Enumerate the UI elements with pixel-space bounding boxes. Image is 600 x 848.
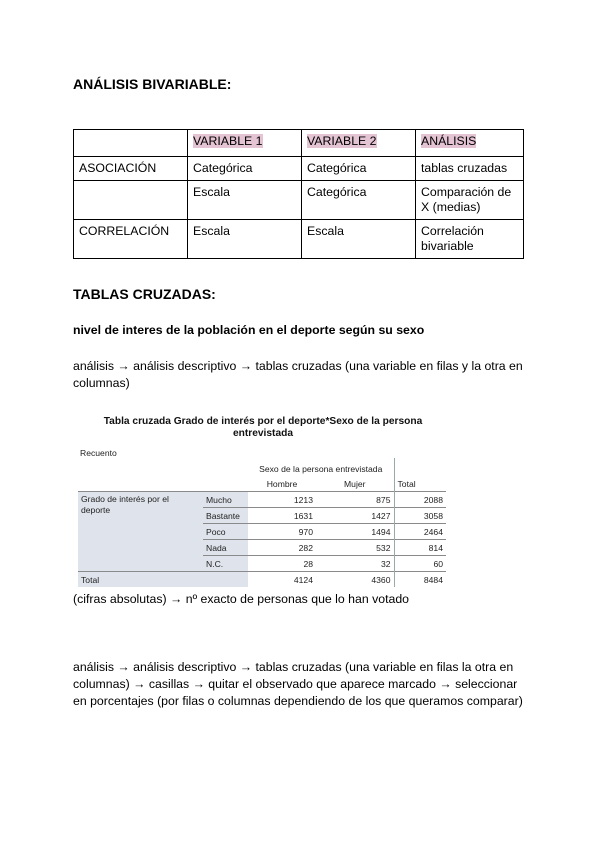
paragraph-1: análisis → análisis descriptivo → tablas cruzadas (una variable en filas y la otra en columnas)	[73, 359, 523, 390]
spss-row-label: Bastante	[203, 508, 248, 524]
table-cell: Escala	[302, 220, 416, 259]
header-analisis: ANÁLISIS	[421, 134, 477, 148]
spss-total-label: Total	[78, 572, 248, 588]
spss-cell: 32	[316, 556, 394, 572]
table-row	[74, 181, 524, 220]
spss-cell: 1631	[248, 508, 316, 524]
spss-cell: 282	[248, 540, 316, 556]
spss-grid	[78, 458, 446, 587]
table-cell: Comparación de X (medias)	[416, 181, 524, 220]
heading-tablas-cruzadas: TABLAS CRUZADAS:	[73, 286, 216, 302]
header-variable-2: VARIABLE 2	[307, 134, 377, 148]
spss-cell: 1213	[248, 492, 316, 508]
spss-col-group: Sexo de la persona entrevistada	[259, 463, 383, 474]
table-cell: CORRELACIÓN	[74, 220, 188, 259]
spss-cell: 1427	[316, 508, 394, 524]
spss-title: Tabla cruzada Grado de interés por el deporte*Sexo de la persona entrevistada	[103, 416, 423, 439]
spss-cell: 1494	[316, 524, 394, 540]
spss-row-label: N.C.	[203, 556, 248, 572]
table-header-row	[74, 130, 524, 157]
spss-cell: 28	[248, 556, 316, 572]
spss-cell: 3058	[394, 508, 446, 524]
spss-row-group: Grado de interés por el deporte	[78, 492, 203, 572]
table-cell: tablas cruzadas	[416, 157, 524, 181]
spss-col-mujer: Mujer	[344, 478, 366, 489]
spss-cell: 875	[316, 492, 394, 508]
table-row	[78, 492, 446, 508]
spss-col-total: Total	[394, 476, 446, 492]
table-cell	[74, 181, 188, 220]
table-row	[74, 157, 524, 181]
table-row	[78, 572, 446, 588]
header-variable-1: VARIABLE 1	[193, 134, 263, 148]
table-cell: Categórica	[302, 181, 416, 220]
table-cell: Categórica	[188, 157, 302, 181]
spss-cell: 2464	[394, 524, 446, 540]
spss-cell: 532	[316, 540, 394, 556]
spss-cell: 8484	[394, 572, 446, 588]
spss-recuento: Recuento	[80, 448, 117, 458]
heading-bivariable: ANÁLISIS BIVARIABLE:	[73, 76, 232, 92]
table-cell: Escala	[188, 181, 302, 220]
paragraph-2: (cifras absolutas) → nº exacto de personas que lo han votado	[73, 592, 410, 606]
spss-cell: 970	[248, 524, 316, 540]
table-cell: Categórica	[302, 157, 416, 181]
spss-row-label: Poco	[203, 524, 248, 540]
table-cell: Escala	[188, 220, 302, 259]
table-row	[74, 220, 524, 259]
spss-col-hombre: Hombre	[266, 478, 298, 489]
spss-row-label: Nada	[203, 540, 248, 556]
spss-cell: 4124	[248, 572, 316, 588]
spss-cell: 60	[394, 556, 446, 572]
spss-cell: 2088	[394, 492, 446, 508]
paragraph-3: análisis → análisis descriptivo → tablas cruzadas (una variable en filas la otra en columnas) → casillas → quitar el observado que aparece marcado → seleccionar en porcentajes (por filas o columnas dependiendo de los que queramos comparar)	[73, 660, 523, 708]
spss-cell: 814	[394, 540, 446, 556]
table-header-empty	[74, 130, 188, 157]
table-cell: ASOCIACIÓN	[74, 157, 188, 181]
spss-cell: 4360	[316, 572, 394, 588]
variables-table	[73, 129, 524, 259]
spss-crosstab-image	[78, 413, 448, 583]
table-cell: Correlación bivariable	[416, 220, 524, 259]
spss-row-label: Mucho	[203, 492, 248, 508]
subheading: nivel de interes de la población en el deporte según su sexo	[73, 323, 425, 337]
